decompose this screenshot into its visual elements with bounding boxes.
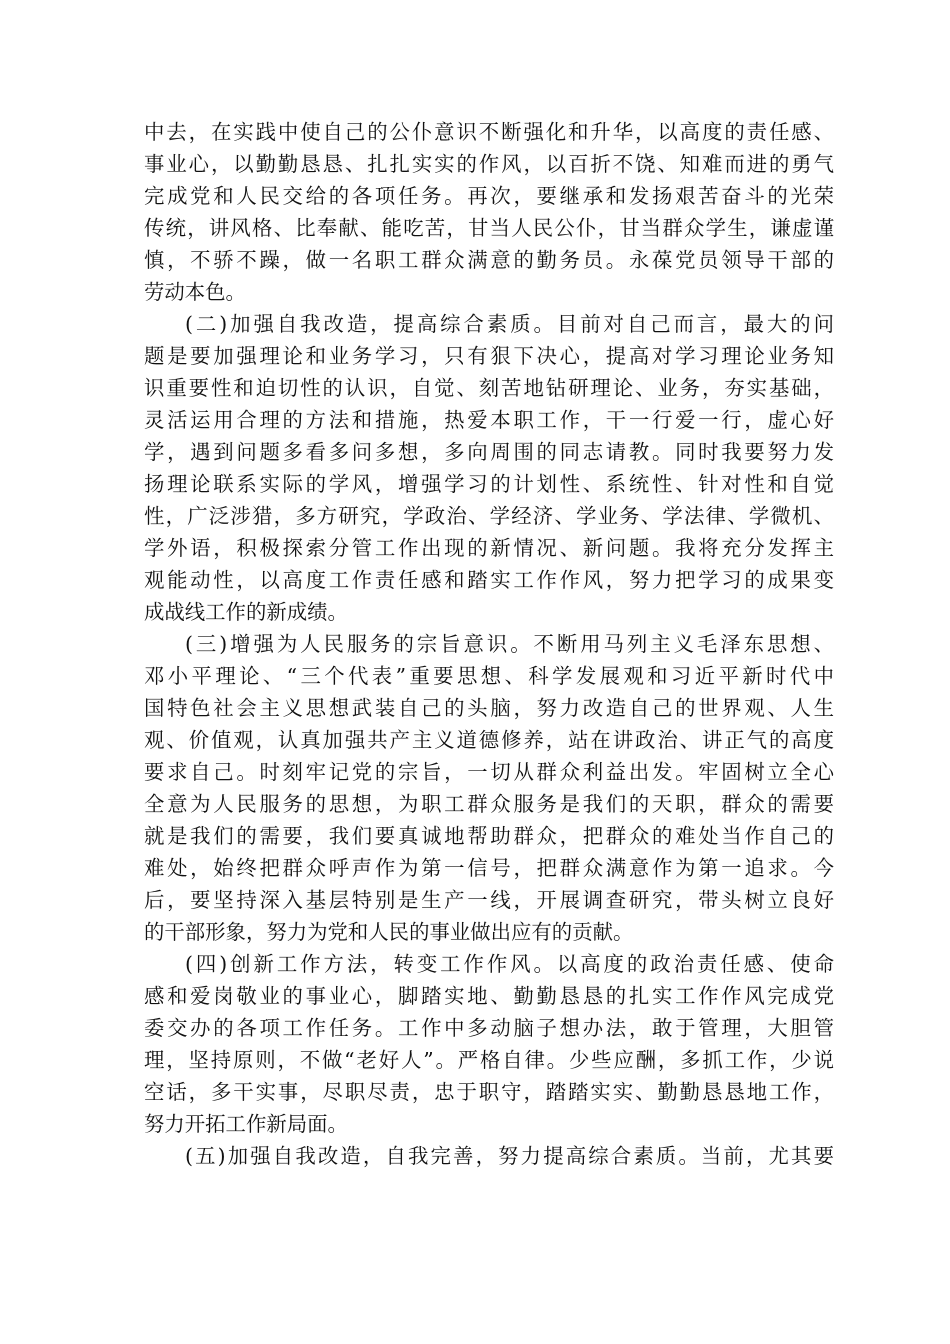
text-line: 题是要加强理论和业务学习，只有狠下决心，提高对学习理论业务知 — [144, 344, 834, 368]
paragraph-heading-3: (三)增强为人民服务的宗旨意识。不断用马列主义毛泽东思想、 — [185, 632, 834, 656]
text-line: 慎，不骄不躁，做一名职工群众满意的勤务员。永葆党员领导干部的 — [144, 248, 834, 272]
text-line: 劳动本色。 — [144, 280, 246, 304]
text-line: 观能动性，以高度工作责任感和踏实工作作风，努力把学习的成果变 — [144, 568, 834, 592]
text-line: 理，坚持原则，不做“老好人”。严格自律。少些应酬，多抓工作，少说 — [144, 1048, 834, 1072]
text-line: 识重要性和迫切性的认识，自觉、刻苦地钻研理论、业务，夯实基础， — [144, 376, 834, 400]
text-line: 扬理论联系实际的学风，增强学习的计划性、系统性、针对性和自觉 — [144, 472, 834, 496]
text-line: 后，要坚持深入基层特别是生产一线，开展调查研究，带头树立良好 — [144, 888, 834, 912]
text-line: 学，遇到问题多看多问多想，多向周围的同志请教。同时我要努力发 — [144, 440, 834, 464]
text-line: 空话，多干实事，尽职尽责，忠于职守，踏踏实实、勤勤恳恳地工作， — [144, 1080, 834, 1104]
text-line: 委交办的各项工作任务。工作中多动脑子想办法，敢于管理，大胆管 — [144, 1016, 834, 1040]
text-line: 传统，讲风格、比奉献、能吃苦，甘当人民公仆，甘当群众学生，谦虚谨 — [144, 216, 834, 240]
text-line: 观、价值观，认真加强共产主义道德修养，站在讲政治、讲正气的高度 — [144, 728, 834, 752]
document-body — [144, 116, 834, 1172]
text-line: 中去，在实践中使自己的公仆意识不断强化和升华，以高度的责任感、 — [144, 120, 834, 144]
text-line: 完成党和人民交给的各项任务。再次，要继承和发扬艰苦奋斗的光荣 — [144, 184, 834, 208]
text-line: 成战线工作的新成绩。 — [144, 600, 348, 624]
text-line: 事业心，以勤勤恳恳、扎扎实实的作风，以百折不饶、知难而进的勇气 — [144, 152, 834, 176]
paragraph-heading-5: (五)加强自我改造，自我完善，努力提高综合素质。当前，尤其要 — [185, 1144, 834, 1168]
text-line: 学外语，积极探索分管工作出现的新情况、新问题。我将充分发挥主 — [144, 536, 834, 560]
text-line: 全意为人民服务的思想，为职工群众服务是我们的天职，群众的需要 — [144, 792, 834, 816]
text-line: 感和爱岗敬业的事业心，脚踏实地、勤勤恳恳的扎实工作作风完成党 — [144, 984, 834, 1008]
text-line: 国特色社会主义思想武装自己的头脑，努力改造自己的世界观、人生 — [144, 696, 834, 720]
text-line: 邓小平理论、“三个代表”重要思想、科学发展观和习近平新时代中 — [144, 664, 834, 688]
text-line: 难处，始终把群众呼声作为第一信号，把群众满意作为第一追求。今 — [144, 856, 834, 880]
paragraph-heading-4: (四)创新工作方法，转变工作作风。以高度的政治责任感、使命 — [185, 952, 834, 976]
text-line: 努力开拓工作新局面。 — [144, 1112, 348, 1136]
text-line: 的干部形象，努力为党和人民的事业做出应有的贡献。 — [144, 920, 634, 944]
text-line: 性，广泛涉猎，多方研究，学政治、学经济、学业务、学法律、学微机、 — [144, 504, 834, 528]
text-line: 要求自己。时刻牢记党的宗旨，一切从群众利益出发。牢固树立全心 — [144, 760, 834, 784]
paragraph-heading-2: (二)加强自我改造，提高综合素质。目前对自己而言，最大的问 — [185, 312, 834, 336]
text-line: 灵活运用合理的方法和措施，热爱本职工作，干一行爱一行，虚心好 — [144, 408, 834, 432]
text-line: 就是我们的需要，我们要真诚地帮助群众，把群众的难处当作自己的 — [144, 824, 834, 848]
